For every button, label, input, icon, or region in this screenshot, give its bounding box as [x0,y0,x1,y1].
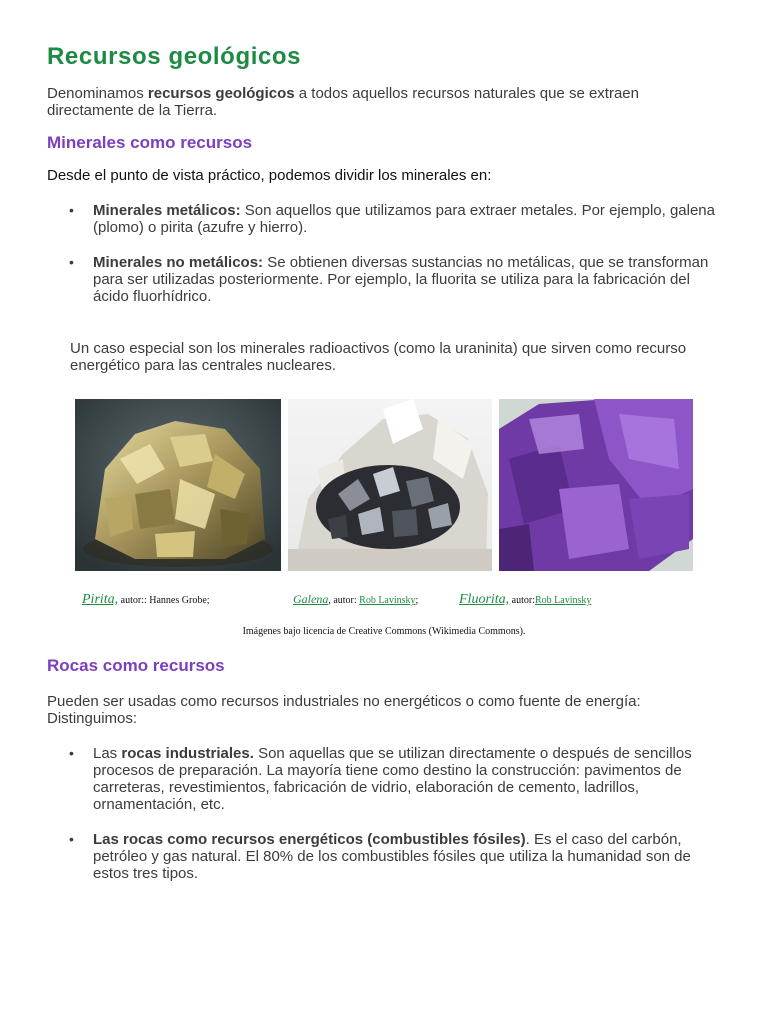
caption-suffix: ; [415,595,419,606]
list-item [47,254,727,305]
pyrite-image [75,399,281,571]
item-text: Son aquellos que utilizamos para extraer metales. Por ejemplo, galena (plomo) o pirita (azufre y hierro). [93,202,715,236]
list-item [47,745,727,813]
license-note: Imágenes bajo licencia de Creative Commons (Wikimedia Commons). [242,626,526,637]
bullet-icon: • [69,202,74,218]
rocks-lead: Pueden ser usadas como recursos industriales no energéticos o como fuente de energía: Distinguimos: [47,693,641,727]
caption-pirita [82,592,210,608]
minerals-lead: Desde el punto de vista práctico, podemos dividir los minerales en: [47,167,492,184]
rocks-heading: Rocas como recursos [47,656,225,675]
bullet-icon: • [69,254,74,270]
bullet-icon: • [69,745,74,761]
item-bold: Minerales no metálicos: [93,254,264,271]
intro-paragraph [47,85,727,119]
list-item [47,831,727,882]
intro-pre: Denominamos [47,85,148,102]
caption-galena [293,592,418,607]
caption-author: , autor: [328,595,360,606]
rocks-list [47,745,727,882]
item-text: Son aquellas que se utilizan directamente o después de sencillos procesos de preparación. La mayoría tiene como destino la construcción: pavimentos de carreteras, revestimientos, fabricación de vidrio, elaboración de cemento, ladrillos, ornamentación, etc. [93,745,692,813]
caption-author: autor: [509,595,535,606]
radioactive-note: Un caso especial son los minerales radioactivos (como la uraninita) que sirven como recurso energético para las centrales nucleares. [70,340,687,374]
page-title: Recursos geológicos [47,43,302,70]
minerals-list [47,202,727,305]
caption-author: autor:: Hannes Grobe; [118,595,210,606]
item-bold: Las rocas como recursos energéticos (combustibles fósiles) [93,831,526,848]
item-pre: Las [93,745,122,762]
minerals-heading: Minerales como recursos [47,133,253,152]
item-bold: rocas industriales. [121,745,254,762]
caption-fluorita [459,592,591,608]
caption-mineral-link[interactable]: Pirita, [82,592,119,607]
author-link[interactable]: Rob Lavinsky [535,595,592,606]
galena-image [288,399,492,571]
caption-mineral-link[interactable]: Fluorita, [459,592,510,607]
caption-mineral-link[interactable]: Galena [293,592,329,606]
item-text: Se obtienen diversas sustancias no metálicas, que se transforman para ser utilizadas posteriormente. Por ejemplo, la fluorita se utiliza para la fabricación del ácido fluorhídrico. [93,254,709,305]
list-item [47,202,727,236]
intro-bold: recursos geológicos [147,85,295,102]
bullet-icon: • [69,831,74,847]
intro-post: a todos aquellos recursos naturales que se extraen directamente de la Tierra. [47,85,639,119]
author-link[interactable]: Rob Lavinsky [359,595,416,606]
fluorite-image [499,399,693,571]
item-text: . Es el caso del carbón, petróleo y gas natural. El 80% de los combustibles fósiles que utiliza la humanidad son de estos tres tipos. [93,831,691,882]
item-bold: Minerales metálicos: [93,202,241,219]
